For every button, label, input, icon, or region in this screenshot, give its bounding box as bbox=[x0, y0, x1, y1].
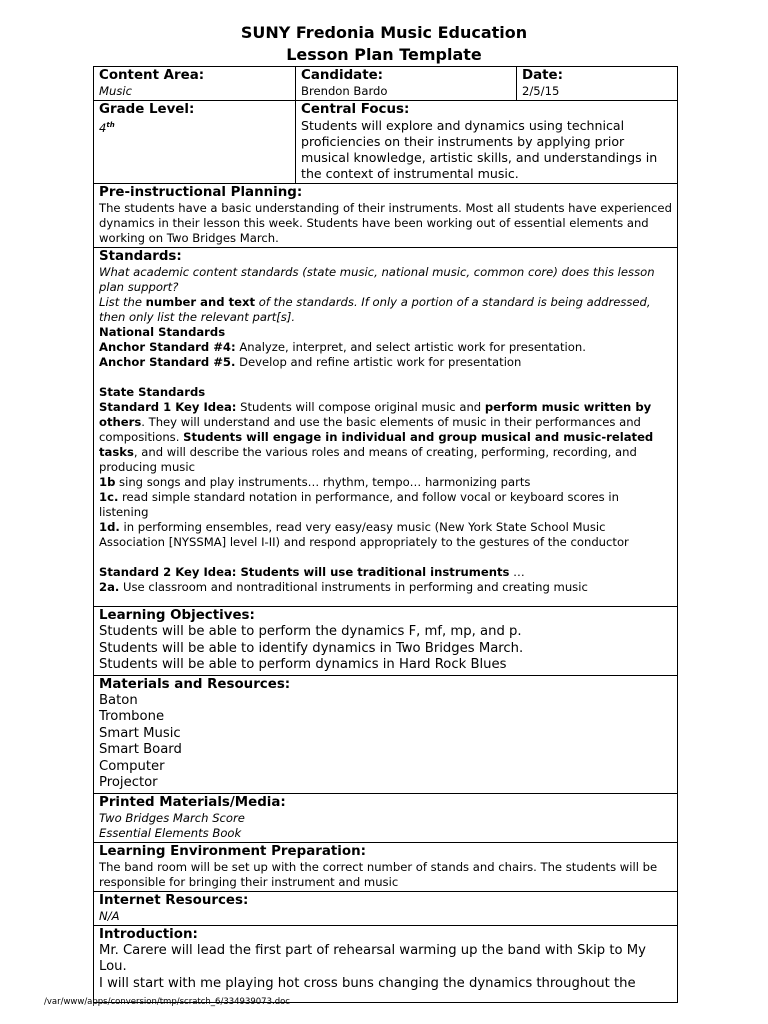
candidate-cell bbox=[296, 67, 517, 101]
material-item: Trombone bbox=[99, 709, 165, 724]
material-item: Baton bbox=[99, 692, 138, 708]
printed-item: Essential Elements Book bbox=[99, 825, 242, 840]
introduction-label: Introduction: bbox=[99, 926, 198, 942]
objectives-label: Learning Objectives: bbox=[99, 608, 255, 623]
standard-2a: 2a. Use classroom and nontraditional instruments in performing and creating music bbox=[99, 580, 588, 594]
introduction-line-1: Mr. Carere will lead the first part of rehearsal warming up the band with Skip to My Lou. bbox=[99, 942, 646, 974]
pre-instructional-text: The students have a basic understanding of their instruments. Most all students have experienced dynamics in their lesson this week. Students have been working out of essential elements and working on Two Bridges March. bbox=[99, 201, 672, 245]
standards-prompt: What academic content standards (state music, national music, common core) does this lesson plan support? bbox=[99, 265, 655, 294]
document-title bbox=[0, 22, 768, 66]
material-item: Projector bbox=[99, 775, 158, 790]
environment-text: The band room will be set up with the correct number of stands and chairs. The students will be responsible for bringing their instrument and music bbox=[99, 859, 658, 889]
material-item: Smart Board bbox=[99, 742, 182, 757]
materials-row bbox=[94, 675, 678, 793]
printed-item: Two Bridges March Score bbox=[99, 810, 245, 825]
introduction-cell bbox=[94, 925, 678, 1002]
introduction-row bbox=[94, 925, 678, 1002]
objectives-row bbox=[94, 607, 678, 676]
standards-instructions: List the number and text of the standards. If only a portion of a standard is being addressed, then only list the relevant part[s]. bbox=[99, 295, 651, 324]
grade-level-value: 4th bbox=[99, 120, 115, 135]
header-row-2 bbox=[94, 101, 678, 184]
pre-instructional-cell bbox=[94, 184, 678, 248]
date-value: 2/5/15 bbox=[522, 84, 560, 98]
anchor-standard-4: Anchor Standard #4: Analyze, interpret, and select artistic work for presentation. bbox=[99, 340, 586, 354]
standard-1c: 1c. read simple standard notation in performance, and follow vocal or keyboard scores in listening bbox=[99, 490, 619, 519]
content-area-value: Music bbox=[99, 84, 132, 98]
internet-value: N/A bbox=[99, 908, 120, 923]
printed-materials-row bbox=[94, 793, 678, 842]
environment-row bbox=[94, 842, 678, 891]
printed-materials-cell bbox=[94, 793, 678, 842]
standards-cell bbox=[94, 248, 678, 607]
date-label: Date: bbox=[522, 68, 563, 83]
candidate-label: Candidate: bbox=[301, 68, 384, 83]
environment-label: Learning Environment Preparation: bbox=[99, 843, 366, 859]
state-standards-heading: State Standards bbox=[99, 385, 206, 399]
date-cell bbox=[517, 67, 678, 101]
environment-cell bbox=[94, 842, 678, 891]
national-standards-heading: National Standards bbox=[99, 325, 226, 339]
materials-cell bbox=[94, 675, 678, 793]
central-focus-text: Students will explore and dynamics using technical proficiencies on their instruments by applying prior musical knowledge, artistic skills, and understandings in the context of instrumental music. bbox=[301, 118, 658, 181]
candidate-value: Brendon Bardo bbox=[301, 84, 388, 98]
grade-level-cell bbox=[94, 101, 296, 184]
internet-cell bbox=[94, 891, 678, 925]
grade-level-label: Grade Level: bbox=[99, 102, 195, 117]
material-item: Smart Music bbox=[99, 725, 181, 741]
internet-label: Internet Resources: bbox=[99, 892, 249, 908]
anchor-standard-5: Anchor Standard #5. Develop and refine artistic work for presentation bbox=[99, 355, 522, 369]
objective-item: Students will be able to perform dynamics in Hard Rock Blues bbox=[99, 657, 507, 672]
material-item: Computer bbox=[99, 758, 165, 774]
internet-row bbox=[94, 891, 678, 925]
central-focus-label: Central Focus: bbox=[301, 102, 410, 117]
content-area-label: Content Area: bbox=[99, 68, 205, 83]
standards-label: Standards: bbox=[99, 249, 182, 264]
standard-1b: 1b sing songs and play instruments… rhythm, tempo… harmonizing parts bbox=[99, 475, 531, 489]
standard-1-key-idea: Standard 1 Key Idea: Students will compose original music and perform music written by others. They will understand and use the basic elements of music in their performances and compositions. Students will engage in individual and group musical and music-related tasks, and will describe the various roles and means of creating, performing, recording, and producing music bbox=[99, 400, 654, 474]
pre-instructional-label: Pre-instructional Planning: bbox=[99, 185, 303, 200]
header-row-1 bbox=[94, 67, 678, 101]
pre-instructional-row bbox=[94, 184, 678, 248]
materials-label: Materials and Resources: bbox=[99, 676, 291, 692]
standards-row bbox=[94, 248, 678, 607]
lesson-plan-table bbox=[93, 66, 678, 1003]
title-line-2: Lesson Plan Template bbox=[286, 45, 482, 64]
title-line-1: SUNY Fredonia Music Education bbox=[240, 23, 528, 42]
introduction-line-2: I will start with me playing hot cross buns changing the dynamics throughout the bbox=[99, 975, 636, 991]
objective-item: Students will be able to perform the dynamics F, mf, mp, and p. bbox=[99, 624, 522, 639]
printed-materials-label: Printed Materials/Media: bbox=[99, 794, 286, 810]
content-area-cell bbox=[94, 67, 296, 101]
standard-2-key-idea: Standard 2 Key Idea: Students will use traditional instruments … bbox=[99, 565, 525, 579]
objectives-cell bbox=[94, 607, 678, 676]
central-focus-cell bbox=[296, 101, 678, 184]
objective-item: Students will be able to identify dynamics in Two Bridges March. bbox=[99, 640, 524, 656]
standard-1d: 1d. in performing ensembles, read very easy/easy music (New York State School Music Association [NYSSMA] level I-II) and respond appropriately to the gestures of the conductor bbox=[99, 520, 629, 549]
file-path-footer: /var/www/apps/conversion/tmp/scratch_6/334939073.doc bbox=[44, 997, 290, 1007]
